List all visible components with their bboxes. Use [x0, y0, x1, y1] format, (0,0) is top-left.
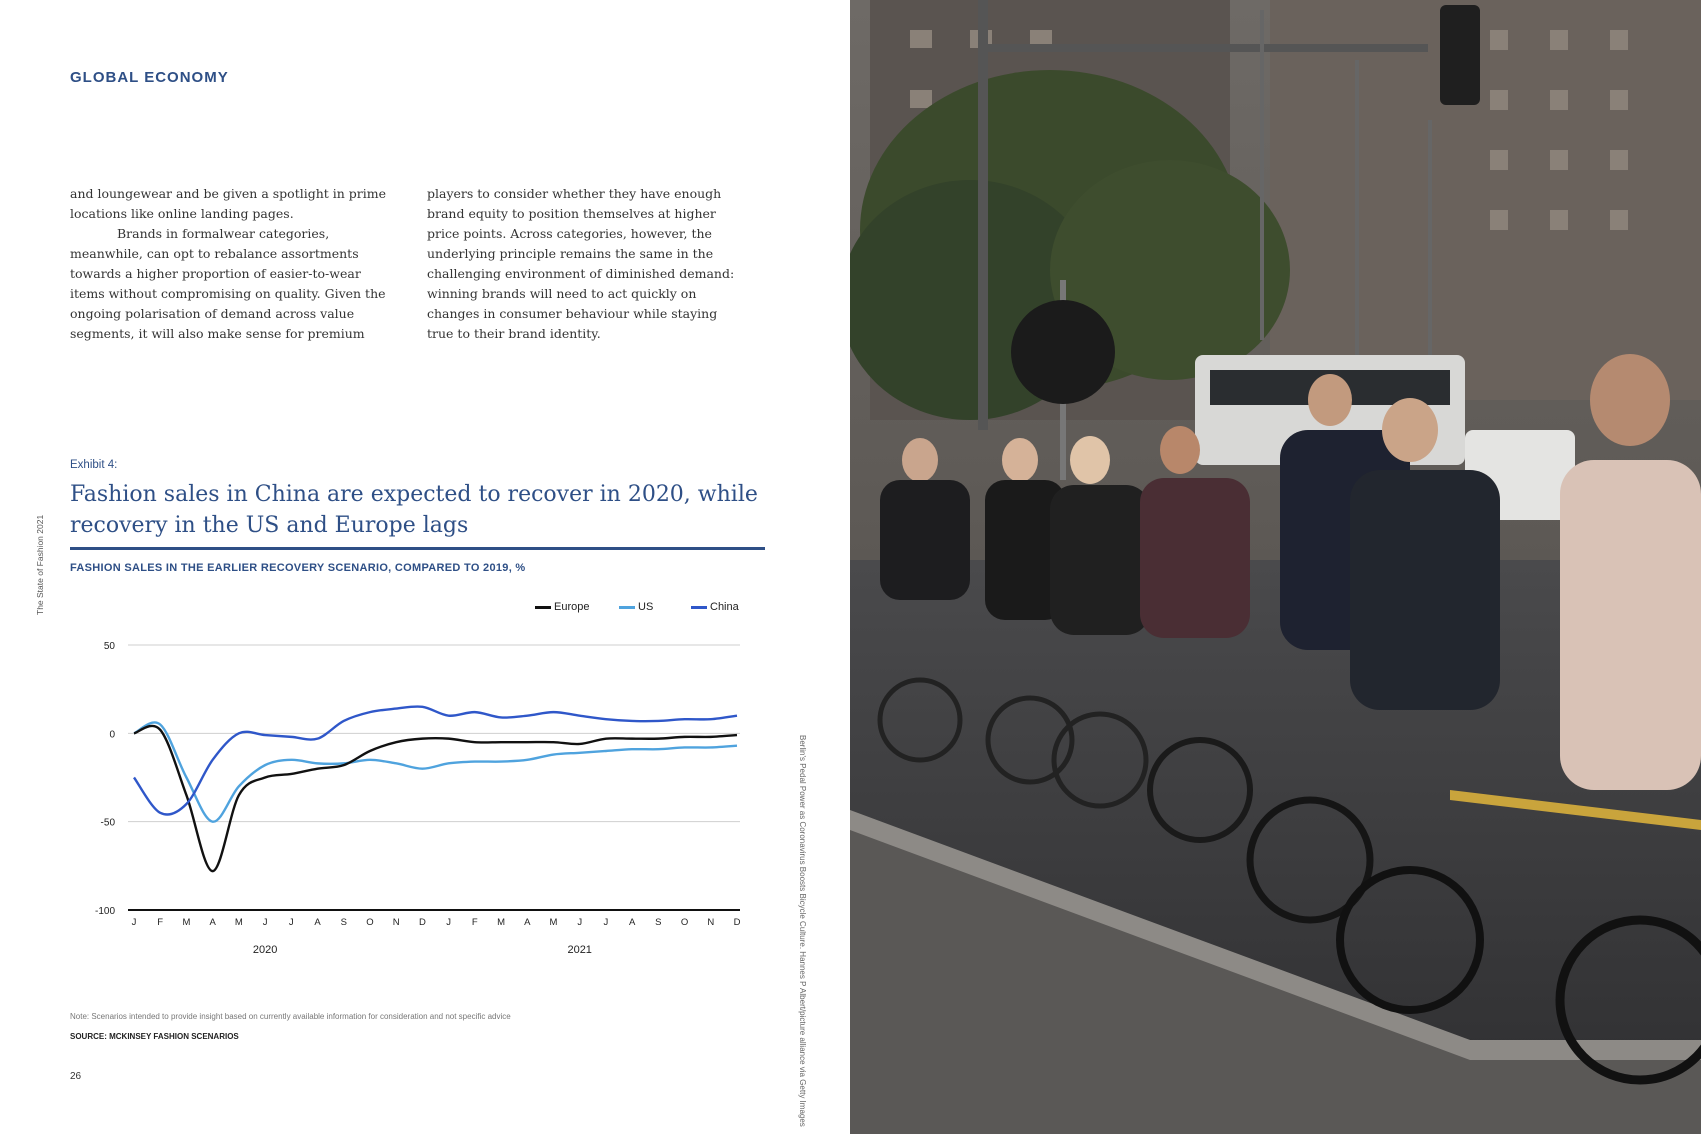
- legend-label: US: [638, 601, 654, 613]
- chart-note: Note: Scenarios intended to provide insight based on currently available information for consideration and not specific advice: [70, 1012, 511, 1021]
- y-tick-label: -100: [94, 906, 115, 917]
- x-tick-label: J: [446, 917, 451, 928]
- x-tick-label: M: [497, 917, 506, 928]
- cyclists-photo-illustration: [850, 0, 1701, 1134]
- x-tick-label: N: [392, 917, 400, 928]
- x-tick-label: S: [340, 917, 347, 928]
- x-tick-label: F: [471, 917, 478, 928]
- x-tick-label: O: [366, 917, 374, 928]
- paragraph: Brands in formalwear categories, meanwhile, can opt to rebalance assortments towards a higher proportion of easier-to-wear items without compromising on quality. Given the ongoing polarisation of demand across value segments, it will also make sense for premium: [70, 226, 386, 341]
- x-tick-label: O: [680, 917, 689, 928]
- cyclists-photo: [850, 0, 1701, 1134]
- side-caption: The State of Fashion 2021: [35, 514, 45, 615]
- chart-subtitle: FASHION SALES IN THE EARLIER RECOVERY SCENARIO, COMPARED TO 2019, %: [70, 562, 526, 574]
- x-tick-label: A: [209, 917, 216, 928]
- series-line-europe: [134, 726, 737, 871]
- paragraph: and loungewear and be given a spotlight in prime locations like online landing pages.: [70, 186, 387, 221]
- x-tick-label: M: [182, 917, 191, 928]
- x-tick-label: M: [549, 917, 558, 928]
- y-tick-label: -50: [100, 817, 115, 829]
- legend-label: Europe: [554, 601, 590, 613]
- year-label: 2021: [567, 944, 592, 956]
- x-tick-label: F: [157, 917, 164, 928]
- x-tick-label: A: [314, 917, 321, 928]
- x-tick-label: S: [655, 917, 662, 928]
- x-tick-label: J: [577, 917, 583, 928]
- x-tick-label: J: [131, 917, 137, 928]
- paragraph: players to consider whether they have enough brand equity to position themselves at higher price points. Across categories, however, the underlying principle remains the same in the challenging environment of diminished demand: winning brands will need to act quickly on changes in consumer behaviour while staying true to their brand identity.: [427, 186, 735, 341]
- y-tick-label: 0: [109, 729, 115, 741]
- x-tick-label: D: [733, 917, 741, 928]
- x-tick-label: A: [628, 917, 636, 928]
- legend-label: China: [710, 601, 739, 613]
- year-label: 2020: [252, 944, 278, 956]
- x-tick-label: N: [707, 917, 715, 928]
- x-tick-label: J: [262, 917, 268, 928]
- series-line-china: [134, 706, 737, 814]
- exhibit-title: Fashion sales in China are expected to recover in 2020, while recovery in the US and Europe lags: [70, 482, 758, 538]
- exhibit-label: Exhibit 4:: [70, 459, 118, 471]
- x-tick-label: A: [524, 917, 531, 928]
- chart-source: SOURCE: MCKINSEY FASHION SCENARIOS: [70, 1032, 239, 1041]
- line-chart: [0, 0, 850, 1000]
- photo-credit: Berlin's Pedal Power as Coronavirus Boosts Bicycle Culture. Hannes P Albert/picture alliance via Getty Images: [798, 735, 807, 1127]
- x-tick-label: J: [603, 917, 609, 928]
- x-tick-label: J: [288, 917, 294, 928]
- x-tick-label: D: [418, 917, 426, 928]
- x-tick-label: M: [234, 917, 243, 928]
- left-page: [0, 0, 850, 1134]
- page-number: 26: [70, 1071, 82, 1082]
- y-tick-label: 50: [103, 641, 115, 652]
- section-label: GLOBAL ECONOMY: [70, 69, 229, 86]
